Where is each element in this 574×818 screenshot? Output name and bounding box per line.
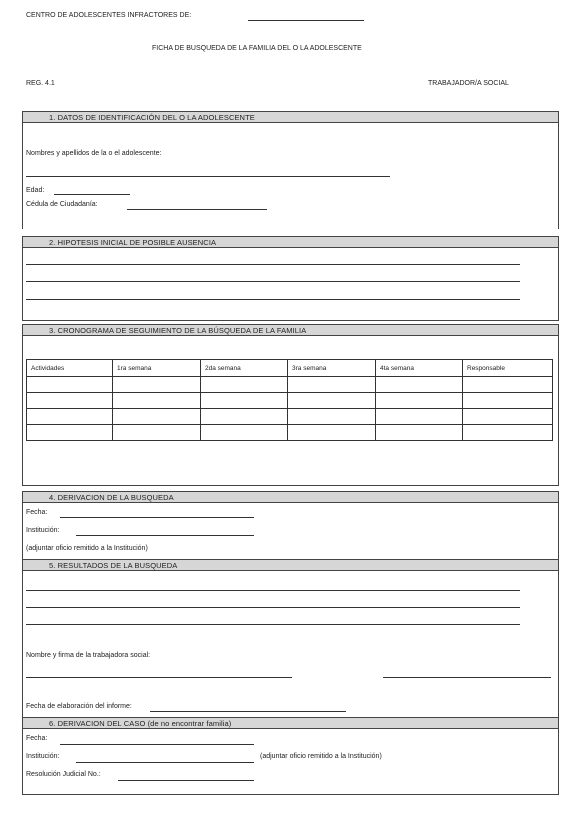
table-row xyxy=(27,393,553,409)
results-line-3[interactable] xyxy=(26,624,520,625)
section-5-title: 5. RESULTADOS DE LA BUSQUEDA xyxy=(49,561,178,570)
signature-field[interactable] xyxy=(383,677,551,678)
table-cell[interactable] xyxy=(27,409,113,425)
section-5 xyxy=(22,559,559,717)
report-date-field[interactable] xyxy=(150,711,346,712)
col-header: Actividades xyxy=(27,360,113,377)
form-title: FICHA DE BUSQUEDA DE LA FAMILIA DEL O LA ADOLESCENTE xyxy=(152,45,362,52)
age-field[interactable] xyxy=(54,194,130,195)
table-cell[interactable] xyxy=(463,425,553,441)
section-1-title: 1. DATOS DE IDENTIFICACIÓN DEL O LA ADOLESCENTE xyxy=(49,113,255,122)
table-cell[interactable] xyxy=(201,377,288,393)
case-inst-field[interactable] xyxy=(76,762,254,763)
table-cell[interactable] xyxy=(376,409,463,425)
results-line-2[interactable] xyxy=(26,607,520,608)
section-3-header xyxy=(23,325,558,336)
names-field[interactable] xyxy=(26,176,390,177)
table-cell[interactable] xyxy=(288,425,376,441)
center-name-line[interactable] xyxy=(248,20,364,21)
section-3-title: 3. CRONOGRAMA DE SEGUIMIENTO DE LA BÚSQUEDA DE LA FAMILIA xyxy=(49,326,307,335)
table-cell[interactable] xyxy=(113,409,201,425)
table-cell[interactable] xyxy=(113,377,201,393)
derivation-date-field[interactable] xyxy=(60,517,254,518)
role-label: TRABAJADOR/A SOCIAL xyxy=(428,80,509,87)
hypothesis-line-2[interactable] xyxy=(26,281,520,282)
table-cell[interactable] xyxy=(376,425,463,441)
col-header: 2da semana xyxy=(201,360,288,377)
table-cell[interactable] xyxy=(27,393,113,409)
derivation-date-label: Fecha: xyxy=(26,509,48,516)
col-header: 3ra semana xyxy=(288,360,376,377)
table-cell[interactable] xyxy=(288,377,376,393)
id-label: Cédula de Ciudadanía: xyxy=(26,201,98,208)
table-cell[interactable] xyxy=(201,393,288,409)
table-cell[interactable] xyxy=(376,377,463,393)
section-4-title: 4. DERIVACION DE LA BUSQUEDA xyxy=(49,493,174,502)
hypothesis-line-1[interactable] xyxy=(26,264,520,265)
resolution-label: Resolución Judicial No.: xyxy=(26,771,101,778)
schedule-header-row xyxy=(27,360,553,377)
section-6-header xyxy=(23,718,558,729)
table-cell[interactable] xyxy=(463,393,553,409)
table-cell[interactable] xyxy=(288,409,376,425)
derivation-inst-field[interactable] xyxy=(76,535,254,536)
table-cell[interactable] xyxy=(27,425,113,441)
table-cell[interactable] xyxy=(113,393,201,409)
section-2 xyxy=(22,236,559,321)
id-field[interactable] xyxy=(127,209,267,210)
signature-label: Nombre y firma de la trabajadora social: xyxy=(26,652,151,659)
col-header: 1ra semana xyxy=(113,360,201,377)
table-cell[interactable] xyxy=(288,393,376,409)
derivation-inst-label: Institución: xyxy=(26,527,60,534)
reg-code: REG. 4.1 xyxy=(26,80,55,87)
section-2-header xyxy=(23,237,558,248)
section-2-title: 2. HIPOTESIS INICIAL DE POSIBLE AUSENCIA xyxy=(49,238,217,247)
case-inst-label: Institución: xyxy=(26,753,60,760)
center-label: CENTRO DE ADOLESCENTES INFRACTORES DE: xyxy=(26,12,192,19)
case-date-label: Fecha: xyxy=(26,735,48,742)
table-cell[interactable] xyxy=(376,393,463,409)
derivation-note: (adjuntar oficio remitido a la Institución) xyxy=(26,545,148,552)
table-cell[interactable] xyxy=(113,425,201,441)
results-line-1[interactable] xyxy=(26,590,520,591)
col-header: Responsable xyxy=(463,360,553,377)
hypothesis-line-3[interactable] xyxy=(26,299,520,300)
section-5-header xyxy=(23,560,558,571)
case-date-field[interactable] xyxy=(60,744,254,745)
section-6-title: 6. DERIVACION DEL CASO (de no encontrar familia) xyxy=(49,719,232,728)
section-1 xyxy=(22,111,559,229)
case-note: (adjuntar oficio remitido a la Institución) xyxy=(260,753,382,760)
table-cell[interactable] xyxy=(463,377,553,393)
names-label: Nombres y apellidos de la o el adolescente: xyxy=(26,150,162,157)
schedule-table xyxy=(26,359,553,441)
table-cell[interactable] xyxy=(201,425,288,441)
section-4-header xyxy=(23,492,558,503)
table-cell[interactable] xyxy=(201,409,288,425)
table-row xyxy=(27,425,553,441)
report-date-label: Fecha de elaboración del informe: xyxy=(26,703,132,710)
section-1-header xyxy=(23,112,558,123)
name-signature-field[interactable] xyxy=(26,677,292,678)
table-row xyxy=(27,377,553,393)
age-label: Edad: xyxy=(26,187,45,194)
col-header: 4ta semana xyxy=(376,360,463,377)
table-cell[interactable] xyxy=(463,409,553,425)
table-row xyxy=(27,409,553,425)
table-cell[interactable] xyxy=(27,377,113,393)
resolution-field[interactable] xyxy=(118,780,254,781)
